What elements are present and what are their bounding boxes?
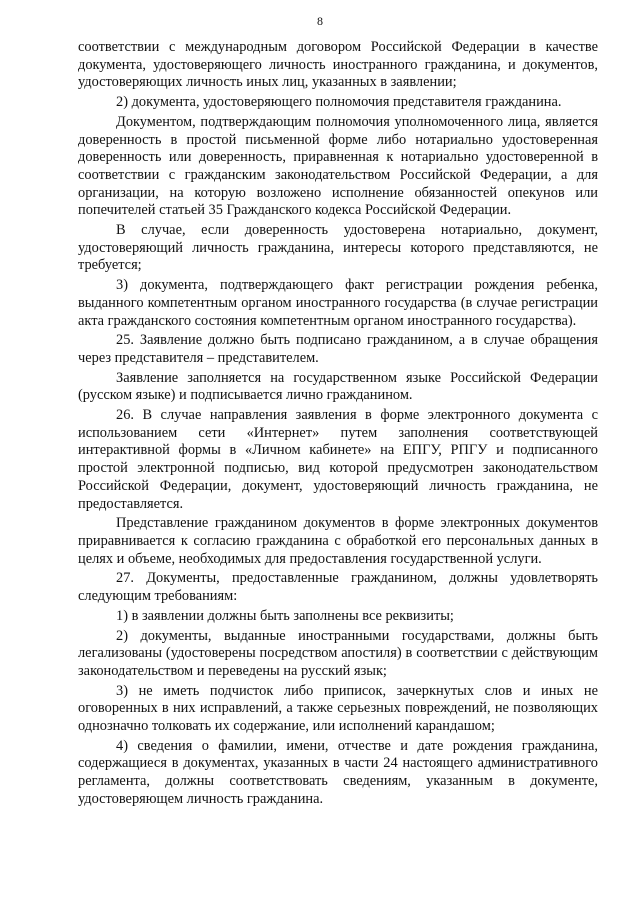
paragraph: Заявление заполняется на государственном языке Российской Федерации (русском языке) и подписывается лично гражданином. [78, 369, 598, 404]
paragraph: 3) документа, подтверждающего факт регистрации рождения ребенка, выданного компетентным органом иностранного государства (в случае регистрации акта гражданского состояния компетентным органом иностранного государства). [78, 277, 598, 329]
paragraph: 1) в заявлении должны быть заполнены все реквизиты; [116, 607, 454, 624]
paragraph: Представление гражданином документов в форме электронных документов приравнивается к согласию гражданина с обработкой его персональных данных в целях и объеме, необходимых для предоставления государственной услуги. [78, 515, 598, 567]
paragraph: 25. Заявление должно быть подписано гражданином, а в случае обращения через представителя – представителем. [78, 332, 598, 366]
paragraph: 26. В случае направления заявления в форме электронного документа с использованием сети «Интернет» путем заполнения соответствующей интерактивной формы в «Личном кабинете» на ЕПГУ, РПГУ и подписанного простой электронной подписью, вид которой предусмотрен законодательством Российской Федерации, документ, удостоверяющий личность гражданина, не предоставляется. [78, 407, 598, 512]
paragraph: 2) документа, удостоверяющего полномочия представителя гражданина. [116, 94, 562, 111]
document-body [78, 39, 598, 809]
paragraph: Документом, подтверждающим полномочия уполномоченного лица, является доверенность в простой письменной форме либо нотариально удостоверенная доверенность или доверенность, приравненная к нотариально удостоверенной в соответствии с гражданским законодательством Российской Федерации, а для организации, на которую возложено исполнение обязанностей опекунов или попечителей статьей 35 Гражданского кодекса Российской Федерации. [78, 113, 598, 219]
paragraph: соответствии с международным договором Российской Федерации в качестве документа, удостоверяющего личность иностранного гражданина, и документов, удостоверяющих личность иных лиц, указанных в заявлении; [78, 39, 598, 91]
paragraph: В случае, если доверенность удостоверена нотариально, документ, удостоверяющий личность гражданина, интересы которого представляются, не требуется; [78, 222, 598, 274]
paragraph: 3) не иметь подчисток либо приписок, зачеркнутых слов и иных не оговоренных в них исправлений, а также серьезных повреждений, не позволяющих однозначно толковать их содержание, или исполнений карандашом; [78, 682, 598, 735]
paragraph: 27. Документы, предоставленные гражданином, должны удовлетворять следующим требованиям: [78, 570, 598, 605]
paragraph: 4) сведения о фамилии, имени, отчестве и дате рождения гражданина, содержащиеся в документах, указанных в части 24 настоящего административного регламента, должны соответствовать сведениям, указанным в документе, удостоверяющем личность гражданина. [78, 737, 598, 807]
paragraph: 2) документы, выданные иностранными государствами, должны быть легализованы (удостоверены посредством апостиля) в соответствии с действующим законодательством и переведены на русский язык; [78, 627, 598, 679]
page-number: 8 [317, 14, 323, 28]
